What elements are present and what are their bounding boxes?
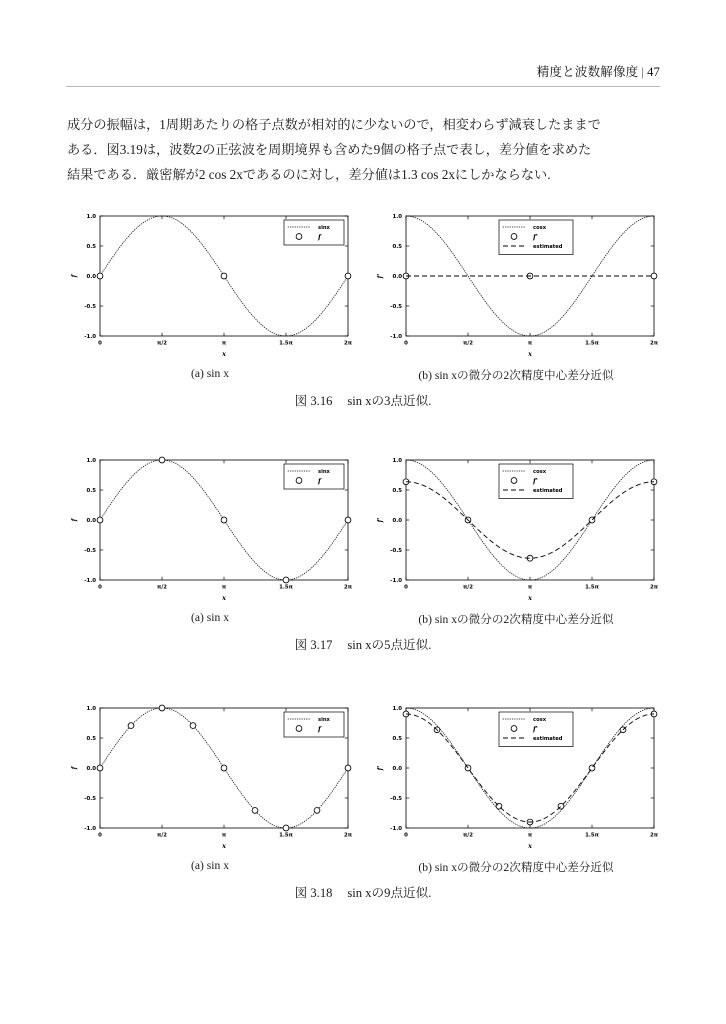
plot-3-18-b-svg [372, 700, 660, 852]
svg-text:x: x [528, 350, 532, 358]
figure-3-17-subcaptions [66, 611, 660, 627]
svg-text:f: f [318, 232, 321, 241]
svg-text:2π: 2π [343, 584, 353, 591]
svg-text:0: 0 [98, 832, 102, 839]
figure-3-17-panel-b [372, 452, 660, 604]
body-paragraph [67, 112, 661, 187]
subcaption-3-18-b: (b) sin xの微分の2次精度中心差分近似 [418, 861, 614, 874]
svg-text:sinx: sinx [318, 716, 330, 723]
svg-text:1.5π: 1.5π [585, 340, 599, 347]
svg-text:f': f' [533, 724, 538, 733]
svg-text:1.5π: 1.5π [279, 832, 293, 839]
svg-text:-1.0: -1.0 [84, 826, 96, 832]
header-divider-rule [66, 86, 660, 87]
svg-text:0.0: 0.0 [392, 518, 402, 524]
figure-3-17 [66, 452, 660, 653]
figure-3-16-caption-text: sin xの3点近似. [347, 394, 432, 408]
svg-text:sinx: sinx [318, 468, 330, 475]
svg-text:x: x [528, 842, 532, 850]
running-head-separator: | [641, 65, 645, 79]
svg-text:f': f' [533, 232, 538, 241]
svg-text:estimated: estimated [533, 735, 563, 742]
svg-text:0: 0 [98, 340, 102, 347]
svg-text:x: x [528, 594, 532, 602]
figure-3-17-panel-row [66, 452, 660, 604]
svg-text:f: f [318, 476, 321, 485]
svg-text:f': f' [533, 476, 538, 485]
svg-text:π/2: π/2 [157, 584, 167, 591]
svg-text:estimated: estimated [533, 243, 563, 250]
body-line-3: 結果である．厳密解が2 cos 2xであるのに対し，差分値は1.3 cos 2xにしかならない. [67, 167, 551, 182]
svg-text:0.5: 0.5 [86, 736, 96, 742]
figure-3-16-panel-row [66, 208, 660, 360]
svg-text:π: π [221, 584, 227, 591]
svg-text:-1.0: -1.0 [84, 578, 96, 584]
svg-text:-0.5: -0.5 [390, 304, 402, 310]
plot-3-18-b [372, 700, 660, 852]
plot-3-17-a [66, 452, 354, 604]
svg-text:x: x [222, 350, 226, 358]
svg-text:f: f [70, 518, 78, 522]
figure-3-18-caption [66, 882, 660, 901]
svg-text:0.5: 0.5 [86, 244, 96, 250]
plot-3-16-b [372, 208, 660, 360]
svg-text:π: π [527, 832, 533, 839]
svg-text:x: x [222, 594, 226, 602]
svg-text:1.0: 1.0 [392, 214, 402, 220]
svg-text:0.0: 0.0 [86, 766, 96, 772]
svg-text:2π: 2π [649, 832, 659, 839]
svg-text:0: 0 [404, 584, 408, 591]
subcaption-3-16-b: (b) sin xの微分の2次精度中心差分近似 [418, 369, 614, 382]
svg-text:-1.0: -1.0 [390, 826, 402, 832]
plot-3-18-a [66, 700, 354, 852]
figure-3-18-panel-a [66, 700, 354, 852]
svg-text:-0.5: -0.5 [390, 548, 402, 554]
svg-text:-0.5: -0.5 [84, 304, 96, 310]
svg-text:1.5π: 1.5π [585, 584, 599, 591]
figure-3-16-caption [66, 390, 660, 409]
svg-text:1.0: 1.0 [86, 458, 96, 464]
figure-3-18-panel-row [66, 700, 660, 852]
svg-text:2π: 2π [343, 340, 353, 347]
svg-text:0.5: 0.5 [392, 736, 402, 742]
svg-text:π: π [527, 584, 533, 591]
figure-3-16-panel-b [372, 208, 660, 360]
svg-text:π: π [527, 340, 533, 347]
plot-3-17-a-svg [66, 452, 354, 604]
plot-3-17-b-svg [372, 452, 660, 604]
svg-text:-0.5: -0.5 [390, 796, 402, 802]
plot-3-16-a [66, 208, 354, 360]
svg-text:f: f [70, 766, 78, 770]
running-head-title: 精度と波数解像度 [536, 65, 639, 79]
svg-text:f: f [318, 724, 321, 733]
figure-3-16 [66, 208, 660, 409]
svg-text:-0.5: -0.5 [84, 796, 96, 802]
svg-text:π: π [221, 340, 227, 347]
plot-3-17-b [372, 452, 660, 604]
svg-text:f': f' [376, 765, 384, 771]
svg-text:π/2: π/2 [157, 832, 167, 839]
figure-3-18-caption-text: sin xの9点近似. [347, 886, 432, 900]
svg-text:0.5: 0.5 [86, 488, 96, 494]
figure-3-17-caption-number: 図 3.17 [294, 638, 333, 652]
plot-3-18-a-svg [66, 700, 354, 852]
plot-3-16-b-svg [372, 208, 660, 360]
svg-text:0: 0 [404, 832, 408, 839]
svg-text:1.5π: 1.5π [279, 584, 293, 591]
svg-text:-1.0: -1.0 [390, 334, 402, 340]
svg-text:sinx: sinx [318, 224, 330, 231]
svg-text:f': f' [376, 273, 384, 279]
running-head [66, 62, 660, 80]
svg-text:estimated: estimated [533, 487, 563, 494]
figure-3-16-subcaptions [66, 367, 660, 383]
svg-text:1.5π: 1.5π [279, 340, 293, 347]
svg-text:cosx: cosx [533, 224, 547, 231]
running-head-page-number: 47 [647, 65, 660, 79]
svg-text:0: 0 [98, 584, 102, 591]
svg-text:0.0: 0.0 [392, 766, 402, 772]
figure-3-16-caption-number: 図 3.16 [294, 394, 333, 408]
svg-text:π/2: π/2 [463, 340, 473, 347]
svg-text:1.0: 1.0 [392, 706, 402, 712]
figure-3-16-panel-a [66, 208, 354, 360]
figure-3-17-caption [66, 634, 660, 653]
svg-text:f': f' [376, 517, 384, 523]
svg-text:-1.0: -1.0 [84, 334, 96, 340]
svg-text:-1.0: -1.0 [390, 578, 402, 584]
svg-text:1.0: 1.0 [86, 706, 96, 712]
svg-text:0.5: 0.5 [392, 488, 402, 494]
svg-text:0.0: 0.0 [392, 274, 402, 280]
svg-text:0.0: 0.0 [86, 518, 96, 524]
svg-text:2π: 2π [343, 832, 353, 839]
svg-text:0.0: 0.0 [86, 274, 96, 280]
svg-text:1.0: 1.0 [86, 214, 96, 220]
figure-3-18 [66, 700, 660, 901]
figure-3-18-subcaptions [66, 859, 660, 875]
body-line-1: 成分の振幅は，1周期あたりの格子点数が相対的に少ないので，相変わらず減衰したままで [67, 117, 601, 132]
svg-text:π/2: π/2 [463, 584, 473, 591]
svg-text:2π: 2π [649, 340, 659, 347]
svg-text:0: 0 [404, 340, 408, 347]
figure-3-17-caption-text: sin xの5点近似. [347, 638, 432, 652]
subcaption-3-18-a: (a) sin x [191, 859, 229, 872]
subcaption-3-17-a: (a) sin x [191, 611, 229, 624]
svg-text:0.5: 0.5 [392, 244, 402, 250]
svg-text:-0.5: -0.5 [84, 548, 96, 554]
svg-text:1.0: 1.0 [392, 458, 402, 464]
svg-text:π: π [221, 832, 227, 839]
figure-3-18-panel-b [372, 700, 660, 852]
svg-text:cosx: cosx [533, 716, 547, 723]
svg-text:1.5π: 1.5π [585, 832, 599, 839]
svg-text:π/2: π/2 [157, 340, 167, 347]
svg-text:π/2: π/2 [463, 832, 473, 839]
svg-text:cosx: cosx [533, 468, 547, 475]
plot-3-16-a-svg [66, 208, 354, 360]
subcaption-3-17-b: (b) sin xの微分の2次精度中心差分近似 [418, 613, 614, 626]
figure-3-17-panel-a [66, 452, 354, 604]
svg-text:f: f [70, 274, 78, 278]
subcaption-3-16-a: (a) sin x [191, 367, 229, 380]
body-line-2: ある．図3.19は，波数2の正弦波を周期境界も含めた9個の格子点で表し，差分値を求めた [67, 142, 592, 157]
figure-3-18-caption-number: 図 3.18 [294, 886, 333, 900]
svg-text:x: x [222, 842, 226, 850]
svg-text:2π: 2π [649, 584, 659, 591]
